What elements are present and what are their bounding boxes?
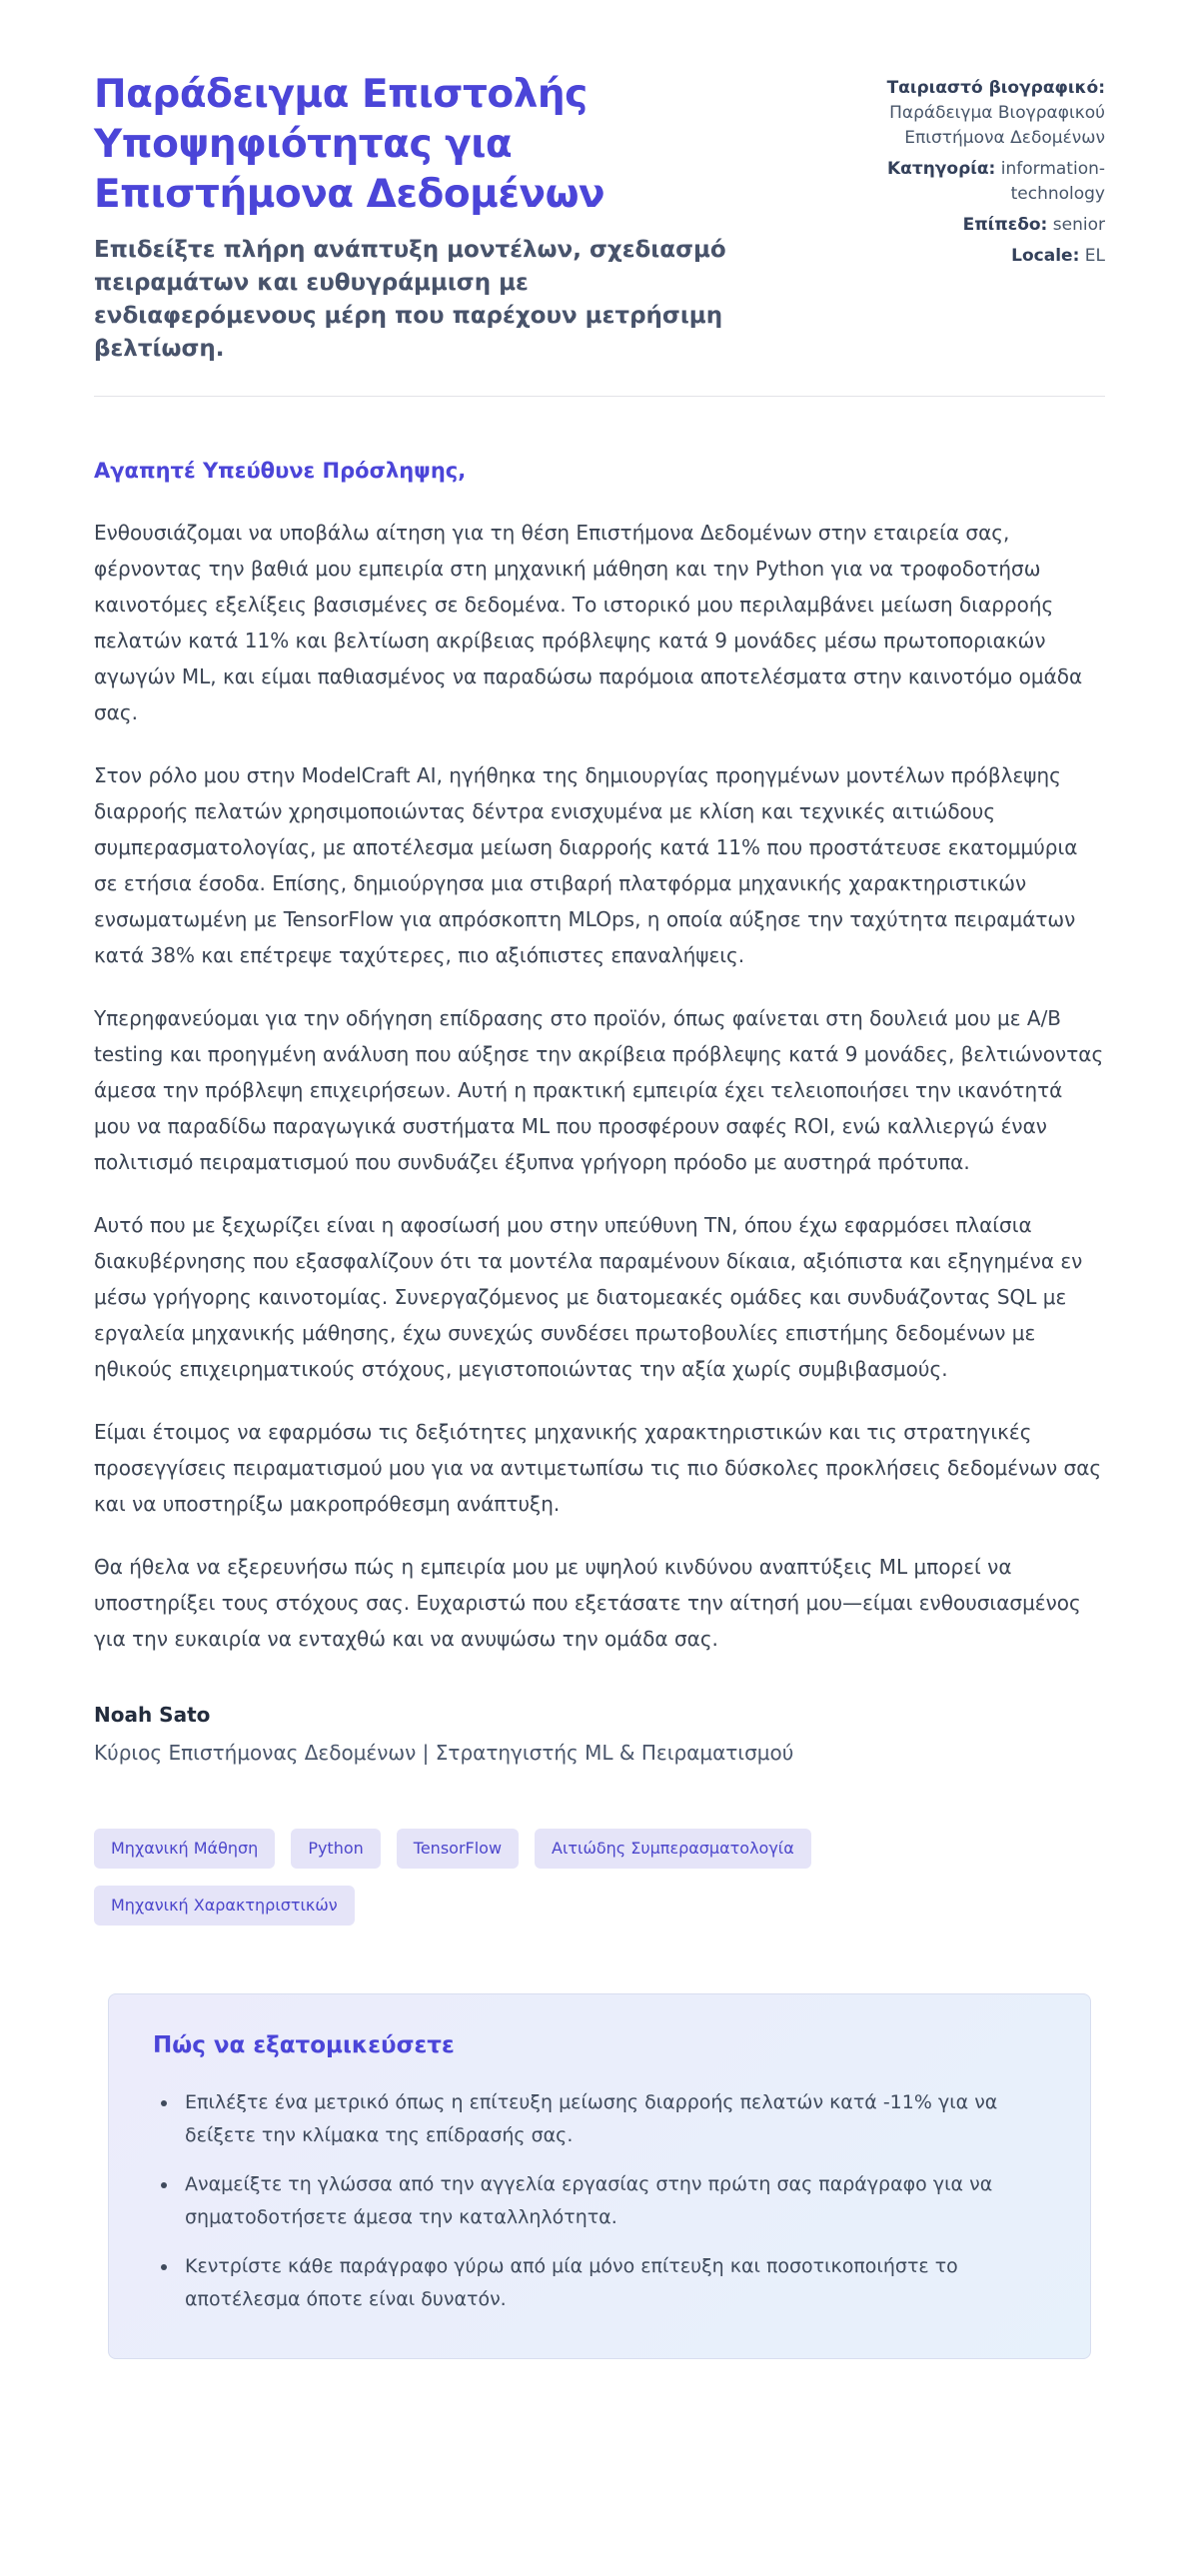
skill-tag-feature-engineering: Μηχανική Χαρακτηριστικών — [94, 1886, 355, 1926]
page-header — [94, 70, 1105, 366]
letter-paragraph-5: Είμαι έτοιμος να εφαρμόσω τις δεξιότητες μηχανικής χαρακτηριστικών και τις στρατηγικές προσεγγίσεις πειραματισμού μου για να αντιμετωπίσω τις πιο δύσκολες προκλήσεις δεδομένων σας και να υποστηρίξω μακροπρόθεσμη ανάπτυξη. — [94, 1420, 1102, 1516]
meta-category-value: information-technology — [1000, 159, 1105, 204]
customize-tip-3: • Κεντρίστε κάθε παράγραφο γύρω από μία μόνο επίτευξη και ποσοτικοποιήστε το αποτέλεσμα όποτε είναι δυνατόν. — [179, 2250, 1046, 2316]
meta-locale-value: EL — [1084, 246, 1105, 266]
skill-tag-tensorflow: TensorFlow — [397, 1829, 519, 1869]
signature-role: Κύριος Επιστήμονας Δεδομένων | Στρατηγιστής ML & Πειραματισμού — [94, 1741, 794, 1765]
meta-matching-resume-value: Παράδειγμα Βιογραφικού Επιστήμονα Δεδομένων — [889, 103, 1105, 148]
letter-greeting: Αγαπητέ Υπεύθυνε Πρόσληψης, — [94, 459, 467, 483]
customize-tip-1: • Επιλέξτε ένα μετρικό όπως η επίτευξη μείωσης διαρροής πελατών κατά -11% για να δείξετε την κλίμακα της επίδρασής σας. — [179, 2086, 1046, 2152]
cover-letter-page — [94, 0, 1105, 2415]
signature-block — [94, 1703, 1105, 1765]
letter-body — [94, 459, 1105, 1657]
meta-category — [805, 157, 1105, 207]
meta-matching-resume-label: Ταιριαστό βιογραφικό: — [886, 78, 1105, 98]
document-meta — [805, 70, 1105, 275]
letter-paragraph-1: Ενθουσιάζομαι να υποβάλω αίτηση για τη θέση Επιστήμονα Δεδομένων στην εταιρεία σας, φέρνοντας την βαθιά μου εμπειρία στη μηχανική μάθηση και την Python για να τροφοδοτήσω καινοτόμες εξελίξεις βασισμένες σε δεδομένα. Το ιστορικό μου περιλαμβάνει μείωση διαρροής πελατών κατά 11% και βελτίωση ακρίβειας πρόβλεψης κατά 9 μονάδες μέσω πρωτοποριακών αγωγών ML, και είμαι παθιασμένος να παραδώσω παρόμοια αποτελέσματα στην καινοτόμο ομάδα σας. — [94, 521, 1083, 724]
meta-category-label: Κατηγορία: — [887, 159, 996, 179]
header-divider — [94, 396, 1105, 397]
meta-level — [805, 213, 1105, 238]
meta-locale-label: Locale: — [1011, 246, 1080, 266]
header-title-block — [94, 70, 783, 366]
customize-tip-2: • Αναμείξτε τη γλώσσα από την αγγελία εργασίας στην πρώτη σας παράγραφο για να σηματοδοτήσετε άμεσα την καταλληλότητα. — [179, 2168, 1046, 2234]
customize-tips-list — [153, 2086, 1046, 2316]
customize-tips-box — [108, 1993, 1091, 2359]
letter-paragraph-4: Αυτό που με ξεχωρίζει είναι η αφοσίωσή μου στην υπεύθυνη ΤΝ, όπου έχω εφαρμόσει πλαίσια διακυβέρνησης που εξασφαλίζουν ότι τα μοντέλα παραμένουν δίκαια, αξιόπιστα και εξηγημένα εν μέσω γρήγορης καινοτομίας. Συνεργαζόμενος με διατομεακές ομάδες και συνδυάζοντας SQL με εργαλεία μηχανικής μάθησης, έχω συνεχώς συνδέσει πρωτοβουλίες επιστήμης δεδομένων με ηθικούς επιχειρηματικούς στόχους, μεγιστοποιώντας την αξία χωρίς συμβιβασμούς. — [94, 1213, 1083, 1381]
skill-tag-python: Python — [291, 1829, 380, 1869]
page-title: Παράδειγμα Επιστολής Υποψηφιότητας για Επιστήμονα Δεδομένων — [94, 72, 605, 217]
letter-paragraph-6: Θα ήθελα να εξερευνήσω πώς η εμπειρία μου με υψηλού κινδύνου αναπτύξεις ML μπορεί να υποστηρίξει τους στόχους σας. Ευχαριστώ που εξετάσατε την αίτησή μου—είμαι ενθουσιασμένος για την ευκαιρία να ενταχθώ και να ανυψώσω την ομάδα σας. — [94, 1555, 1081, 1651]
meta-locale — [805, 244, 1105, 269]
meta-matching-resume — [805, 76, 1105, 151]
skill-tag-causal-inference: Αιτιώδης Συμπερασματολογία — [535, 1829, 811, 1869]
skill-tags — [94, 1829, 923, 1926]
letter-paragraph-3: Υπερηφανεύομαι για την οδήγηση επίδρασης στο προϊόν, όπως φαίνεται στη δουλειά μου με A/B testing και προηγμένη ανάλυση που αύξησε την ακρίβεια πρόβλεψης κατά 9 μονάδες, βελτιώνοντας άμεσα την πρόβλεψη επιχειρήσεων. Αυτή η πρακτική εμπειρία έχει τελειοποιήσει την ικανότητά μου να παραδίδω παραγωγικά συστήματα ML που προσφέρουν σαφές ROI, ενώ καλλιεργώ έναν πολιτισμό πειραματισμού που συνδυάζει έξυπνα γρήγορη πρόοδο με αυστηρά πρότυπα. — [94, 1006, 1104, 1174]
page-subtitle: Επιδείξτε πλήρη ανάπτυξη μοντέλων, σχεδιασμό πειραμάτων και ευθυγράμμιση με ενδιαφερόμενους μέρη που παρέχουν μετρήσιμη βελτίωση. — [94, 237, 726, 362]
signature-name: Noah Sato — [94, 1703, 211, 1727]
meta-level-value: senior — [1052, 215, 1105, 235]
skill-tag-machine-learning: Μηχανική Μάθηση — [94, 1829, 275, 1869]
meta-level-label: Επίπεδο: — [962, 215, 1048, 235]
customize-tips-title: Πώς να εξατομικεύσετε — [153, 2032, 455, 2058]
letter-paragraph-2: Στον ρόλο μου στην ModelCraft AI, ηγήθηκα της δημιουργίας προηγμένων μοντέλων πρόβλεψης διαρροής πελατών χρησιμοποιώντας δέντρα ενισχυμένα με κλίση και τεχνικές αιτιώδους συμπερασματολογίας, με αποτέλεσμα μείωση διαρροής κατά 11% που προστάτευσε εκατομμύρια σε ετήσια έσοδα. Επίσης, δημιούργησα μια στιβαρή πλατφόρμα μηχανικής χαρακτηριστικών ενσωματωμένη με TensorFlow για απρόσκοπτη MLOps, η οποία αύξησε την ταχύτητα πειραμάτων κατά 38% και επέτρεψε ταχύτερες, πιο αξιόπιστες επαναλήψεις. — [94, 763, 1078, 967]
